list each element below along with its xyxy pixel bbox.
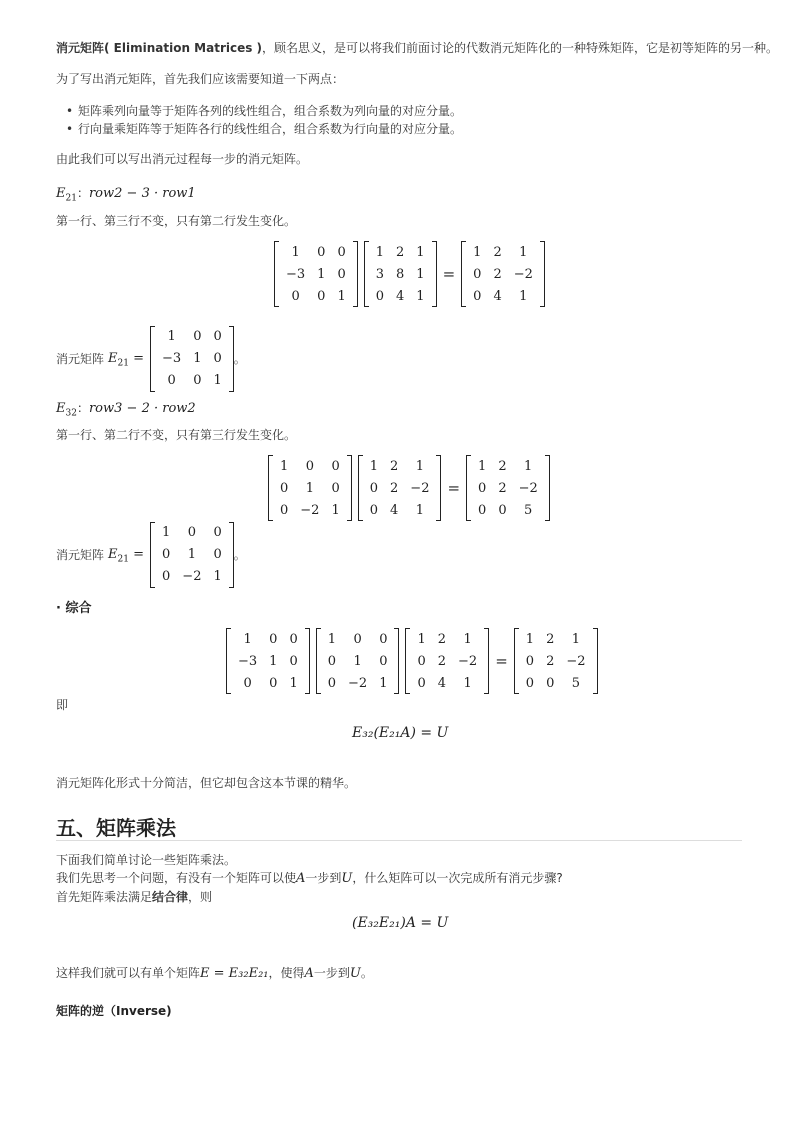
matrix-cell: 2 xyxy=(396,244,405,260)
section5-body: 下面我们简单讨论一些矩阵乘法。 我们先思考一个问题，有没有一个矩阵可以使A一步到U，什么矩阵可以一次完成所有消元步骤? 首先矩阵乘法满足结合律，则 xyxy=(56,853,563,904)
summary-heading: · 综合 xyxy=(56,601,92,616)
step2-equation: 1 0 0 0 1 0 0 −2 1 1 2 1 0 2 −2 0 4 1 = 1 2 1 0 2 −2 0 0 5 xyxy=(268,455,550,521)
matrix-cell: 0 xyxy=(525,653,535,669)
matrix-cell: 1 xyxy=(473,244,482,260)
step1-operation: row2 − 3 · row1 xyxy=(88,186,196,201)
matrix-E32-result xyxy=(150,522,234,588)
matrix-cell: 0 xyxy=(417,653,426,669)
matrix-cell: 1 xyxy=(331,502,340,518)
matrix-cell: 0 xyxy=(327,675,337,691)
matrix-cell: −3 xyxy=(286,266,306,282)
matrix-cell: 0 xyxy=(379,631,388,647)
formula-E32-E21A: E₃₂(E₂₁A) = U xyxy=(352,725,449,741)
matrix-cell: 0 xyxy=(473,288,482,304)
matrix-cell: −3 xyxy=(238,653,258,669)
formula-associative: (E₃₂E₂₁)A = U xyxy=(352,915,449,931)
matrix-cell: 0 xyxy=(243,675,252,691)
step1-result: 消元矩阵 $E_{21}$ = 1 0 0 −3 1 0 0 0 1 。 xyxy=(56,326,246,392)
matrix-result2 xyxy=(466,455,550,521)
matrix-cell: 0 xyxy=(375,288,385,304)
matrix-cell: 0 xyxy=(369,502,379,518)
matrix-cell: 1 xyxy=(478,458,487,474)
matrix-A-summary xyxy=(405,628,489,694)
matrix-cell: 1 xyxy=(415,458,425,474)
matrix-cell: 0 xyxy=(331,458,340,474)
matrix-A2 xyxy=(358,455,442,521)
matrix-cell: 0 xyxy=(289,653,298,669)
matrix-cell: −2 xyxy=(518,480,538,496)
conclusion-text: 消元矩阵化形式十分简洁，但它却包含这本节课的精华。 xyxy=(56,776,357,790)
matrix-cell: 0 xyxy=(417,675,426,691)
matrix-cell: 1 xyxy=(571,631,581,647)
ji-text: 即 xyxy=(56,698,69,712)
matrix-cell: 1 xyxy=(213,373,222,388)
matrix-cell: 4 xyxy=(396,288,405,304)
matrix-cell: 0 xyxy=(269,675,278,691)
matrix-E21 xyxy=(274,241,358,307)
matrix-cell: 2 xyxy=(498,458,507,474)
section-title: 五、矩阵乘法 xyxy=(56,816,176,840)
intro-rest: ，顾名思义，是可以将我们前面讨论的代数消元矩阵化的一种特殊矩阵，它是初等矩阵的另一种。 xyxy=(262,41,779,55)
matrix-cell: 0 xyxy=(269,631,278,647)
matrix-cell: 1 xyxy=(353,653,362,669)
matrix-cell: −2 xyxy=(513,266,533,282)
section-divider xyxy=(56,840,742,841)
matrix-cell: 1 xyxy=(415,502,425,518)
matrix-cell: 1 xyxy=(213,569,222,584)
step2-description: 第一行、第二行不变，只有第三行发生变化。 xyxy=(56,428,297,442)
matrix-cell: 1 xyxy=(519,244,528,260)
two-points-text: 为了写出消元矩阵，首先我们应该需要知道一下两点： xyxy=(56,72,345,86)
matrix-cell: 0 xyxy=(167,373,176,388)
matrix-cell: 0 xyxy=(213,525,222,540)
matrix-cell: 1 xyxy=(289,675,298,691)
matrix-cell: 1 xyxy=(162,525,171,540)
matrix-cell: 1 xyxy=(379,675,388,691)
matrix-cell: 1 xyxy=(416,288,425,304)
matrix-cell: 0 xyxy=(317,288,326,304)
matrix-cell: 5 xyxy=(571,675,581,691)
matrix-cell: −2 xyxy=(458,653,478,669)
matrix-cell: 0 xyxy=(478,502,487,518)
matrix-cell: 1 xyxy=(417,631,426,647)
matrix-cell: 0 xyxy=(337,244,346,260)
matrix-cell: −2 xyxy=(348,675,368,691)
matrix-cell: 8 xyxy=(396,266,405,282)
matrix-cell: 0 xyxy=(280,502,289,518)
matrix-cell: 0 xyxy=(193,373,202,388)
matrix-cell: 1 xyxy=(519,288,528,304)
matrix-cell: 1 xyxy=(463,675,472,691)
step2-label: $E_{32}$：row3 − 2 · row2 xyxy=(56,401,196,419)
matrix-cell: 1 xyxy=(317,266,326,282)
matrix-cell: 0 xyxy=(305,458,314,474)
matrix-A xyxy=(364,241,437,307)
bullet-list xyxy=(64,102,462,138)
step1-equation: 1 0 0 −3 1 0 0 0 1 1 2 1 3 8 1 0 4 1 = 1 2 1 0 2 −2 0 4 1 xyxy=(274,241,545,307)
matrix-cell: 1 xyxy=(375,244,385,260)
matrix-cell: 0 xyxy=(546,675,555,691)
matrix-cell: −2 xyxy=(182,569,202,584)
step2-operation: row3 − 2 · row2 xyxy=(88,401,196,416)
matrix-cell: −3 xyxy=(162,351,182,366)
matrix-cell: −2 xyxy=(410,480,430,496)
matrix-cell: 0 xyxy=(327,653,337,669)
single-matrix-text: 这样我们就可以有单个矩阵E = E₃₂E₂₁，使得A一步到U。 xyxy=(56,966,373,981)
matrix-cell: 1 xyxy=(525,631,535,647)
matrix-cell: 2 xyxy=(493,266,502,282)
matrix-cell: 0 xyxy=(473,266,482,282)
matrix-cell: 0 xyxy=(289,631,298,647)
step1-label: $E_{21}$：row2 − 3 · row1 xyxy=(56,186,196,204)
matrix-cell: −2 xyxy=(566,653,586,669)
matrix-cell: 0 xyxy=(280,480,289,496)
matrix-cell: 1 xyxy=(187,547,197,562)
matrix-cell: 1 xyxy=(167,329,176,344)
matrix-cell: 3 xyxy=(375,266,385,282)
matrix-cell: 0 xyxy=(162,547,171,562)
intro-term: 消元矩阵 xyxy=(56,41,105,55)
matrix-cell: 1 xyxy=(269,653,278,669)
matrix-cell: 0 xyxy=(478,480,487,496)
each-step-text: 由此我们可以写出消元过程每一步的消元矩阵。 xyxy=(56,152,309,166)
matrix-cell: 2 xyxy=(437,631,447,647)
matrix-cell: 5 xyxy=(524,502,533,518)
matrix-cell: 0 xyxy=(193,329,202,344)
associative-law: 结合律 xyxy=(152,890,189,904)
matrix-cell: 0 xyxy=(331,480,340,496)
summary-equation: 1 0 0 −3 1 0 0 0 1 1 0 0 0 1 0 0 −2 1 1 2 1 0 2 −2 0 4 1 = 1 2 1 0 2 −2 0 0 5 xyxy=(226,628,598,694)
matrix-cell: 4 xyxy=(493,288,502,304)
matrix-cell: 0 xyxy=(213,329,222,344)
matrix-cell: 1 xyxy=(193,351,202,366)
matrix-cell: 0 xyxy=(187,525,197,540)
matrix-E21-summary xyxy=(226,628,310,694)
matrix-cell: 1 xyxy=(369,458,379,474)
matrix-cell: 1 xyxy=(243,631,252,647)
matrix-U-summary xyxy=(514,628,598,694)
matrix-cell: 2 xyxy=(493,244,502,260)
matrix-cell: 1 xyxy=(305,480,314,496)
matrix-cell: 4 xyxy=(437,675,447,691)
matrix-result xyxy=(461,241,545,307)
matrix-cell: 2 xyxy=(390,458,399,474)
matrix-cell: 1 xyxy=(524,458,533,474)
matrix-E32 xyxy=(268,455,352,521)
matrix-cell: 0 xyxy=(162,569,171,584)
matrix-cell: 2 xyxy=(437,653,447,669)
step1-description: 第一行、第三行不变，只有第二行发生变化。 xyxy=(56,214,297,228)
bullet-item: • 行向量乘矩阵等于矩阵各行的线性组合，组合系数为行向量的对应分量。 xyxy=(64,120,462,138)
matrix-cell: 0 xyxy=(213,547,222,562)
matrix-cell: 1 xyxy=(463,631,472,647)
inverse-heading: 矩阵的逆（Inverse) xyxy=(56,1004,172,1018)
matrix-cell: 2 xyxy=(498,480,507,496)
matrix-E32-summary xyxy=(316,628,400,694)
matrix-E21-result xyxy=(150,326,234,392)
bullet-item: • 矩阵乘列向量等于矩阵各列的线性组合，组合系数为列向量的对应分量。 xyxy=(64,102,462,120)
intro-paragraph xyxy=(56,40,778,56)
matrix-cell: −2 xyxy=(300,502,320,518)
matrix-cell: 0 xyxy=(498,502,507,518)
step2-result: 消元矩阵 $E_{21}$ = 1 0 0 0 1 0 0 −2 1 。 xyxy=(56,522,246,588)
matrix-cell: 0 xyxy=(353,631,362,647)
matrix-cell: 0 xyxy=(369,480,379,496)
matrix-cell: 0 xyxy=(213,351,222,366)
matrix-cell: 2 xyxy=(546,653,555,669)
matrix-cell: 0 xyxy=(317,244,326,260)
intro-term-en: ( Elimination Matrices ) xyxy=(104,41,263,55)
matrix-cell: 1 xyxy=(337,288,346,304)
matrix-cell: 1 xyxy=(327,631,337,647)
matrix-cell: 1 xyxy=(291,244,300,260)
matrix-cell: 4 xyxy=(390,502,399,518)
matrix-cell: 0 xyxy=(337,266,346,282)
matrix-cell: 0 xyxy=(525,675,535,691)
matrix-cell: 0 xyxy=(291,288,300,304)
matrix-cell: 1 xyxy=(416,244,425,260)
matrix-cell: 1 xyxy=(416,266,425,282)
matrix-cell: 0 xyxy=(379,653,388,669)
matrix-cell: 2 xyxy=(546,631,555,647)
matrix-cell: 1 xyxy=(280,458,289,474)
matrix-cell: 2 xyxy=(390,480,399,496)
